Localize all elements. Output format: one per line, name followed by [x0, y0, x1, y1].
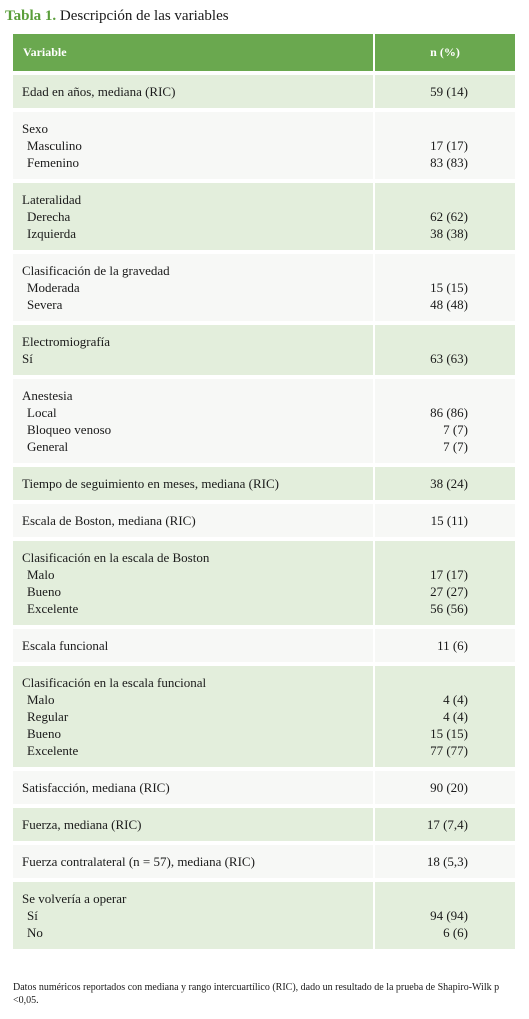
variable-cell — [13, 252, 374, 323]
variable-cell — [13, 539, 374, 627]
table-row — [13, 539, 515, 627]
variable-value — [375, 387, 468, 404]
variable-label: Derecha — [27, 209, 71, 224]
variable-value: 15 (15) — [430, 280, 468, 295]
variable-cell — [13, 465, 374, 502]
variable-value — [375, 333, 468, 350]
variable-label: Femenino — [27, 155, 79, 170]
variable-value: 62 (62) — [430, 209, 468, 224]
variable-label: Malo — [27, 692, 55, 707]
variable-label: Clasificación en la escala de Boston — [22, 550, 210, 565]
variable-value: 18 (5,3) — [426, 854, 468, 869]
variable-label: Bloqueo venoso — [27, 422, 112, 437]
variable-label: Anestesia — [22, 388, 73, 403]
value-cell — [374, 843, 515, 880]
variable-label: Excelente — [27, 743, 79, 758]
variable-label: Escala de Boston, mediana (RIC) — [22, 513, 196, 528]
variable-cell — [13, 110, 374, 181]
variable-label: Tiempo de seguimiento en meses, mediana (RIC) — [22, 476, 279, 491]
variable-cell — [13, 377, 374, 465]
header-variable: Variable — [13, 34, 374, 73]
variable-label: Bueno — [27, 726, 61, 741]
variable-label: Escala funcional — [22, 638, 109, 653]
value-cell — [374, 627, 515, 664]
table-body — [13, 73, 515, 951]
table-row — [13, 627, 515, 664]
variable-label: Clasificación en la escala funcional — [22, 675, 207, 690]
header-n-percent: n (%) — [374, 34, 515, 73]
table-row — [13, 880, 515, 951]
variable-label: Malo — [27, 567, 55, 582]
variable-value: 7 (7) — [443, 422, 468, 437]
variable-cell — [13, 880, 374, 951]
variable-label: Izquierda — [27, 226, 77, 241]
variable-label: Edad en años, mediana (RIC) — [22, 84, 176, 99]
variable-label: Excelente — [27, 601, 79, 616]
variable-label: Sexo — [22, 121, 48, 136]
variable-cell — [13, 181, 374, 252]
variable-label: Electromiografía — [22, 334, 111, 349]
variable-label: No — [27, 925, 43, 940]
variable-cell — [13, 806, 374, 843]
variable-label: Bueno — [27, 584, 61, 599]
variable-cell — [13, 502, 374, 539]
table-row — [13, 769, 515, 806]
variable-value — [375, 120, 468, 137]
table-header-row — [13, 34, 515, 73]
variable-value — [375, 191, 468, 208]
variable-label: Fuerza, mediana (RIC) — [22, 817, 142, 832]
table-caption — [5, 6, 229, 26]
variable-value: 4 (4) — [443, 709, 468, 724]
value-cell — [374, 502, 515, 539]
table-row — [13, 181, 515, 252]
variable-label: Satisfacción, mediana (RIC) — [22, 780, 170, 795]
variable-label: Clasificación de la gravedad — [22, 263, 170, 278]
variable-value: 17 (17) — [430, 138, 468, 153]
variable-label: Sí — [27, 908, 38, 923]
table-row — [13, 73, 515, 110]
variable-cell — [13, 627, 374, 664]
variable-value — [375, 262, 468, 279]
value-cell — [374, 465, 515, 502]
variable-cell — [13, 843, 374, 880]
variable-value: 59 (14) — [430, 84, 468, 99]
value-cell — [374, 110, 515, 181]
value-cell — [374, 181, 515, 252]
variable-label: Masculino — [27, 138, 82, 153]
variable-value: 83 (83) — [430, 155, 468, 170]
variable-cell — [13, 323, 374, 377]
table-row — [13, 664, 515, 769]
variable-label: Regular — [27, 709, 69, 724]
variable-label: Fuerza contralateral (n = 57), mediana (RIC) — [22, 854, 255, 869]
variable-value: 77 (77) — [430, 743, 468, 758]
variable-value: 4 (4) — [443, 692, 468, 707]
variable-value: 7 (7) — [443, 439, 468, 454]
variable-value: 38 (24) — [430, 476, 468, 491]
table-row — [13, 465, 515, 502]
variable-value: 48 (48) — [430, 297, 468, 312]
value-cell — [374, 323, 515, 377]
variable-value: 27 (27) — [430, 584, 468, 599]
variables-table — [13, 34, 515, 953]
value-cell — [374, 252, 515, 323]
variable-value: 38 (38) — [430, 226, 468, 241]
table-title: Descripción de las variables — [59, 8, 229, 24]
value-cell — [374, 769, 515, 806]
variable-value — [375, 549, 468, 566]
value-cell — [374, 73, 515, 110]
value-cell — [374, 377, 515, 465]
variable-value: 86 (86) — [430, 405, 468, 420]
table-footnote: Datos numéricos reportados con mediana y rango intercuartílico (RIC), dado un resultado de la prueba de Shapiro-Wilk p <0,05. — [13, 982, 500, 1006]
variable-value — [375, 674, 468, 691]
variable-value: 63 (63) — [430, 351, 468, 366]
variable-value: 15 (11) — [430, 513, 468, 528]
variable-label: Local — [27, 405, 57, 420]
table-row — [13, 377, 515, 465]
variable-cell — [13, 664, 374, 769]
variable-cell — [13, 769, 374, 806]
variable-label: Moderada — [27, 280, 80, 295]
table-row — [13, 323, 515, 377]
table-row — [13, 110, 515, 181]
table-number: Tabla 1. — [5, 8, 57, 24]
variable-cell — [13, 73, 374, 110]
variable-value: 17 (7,4) — [426, 817, 468, 832]
value-cell — [374, 664, 515, 769]
table-row — [13, 502, 515, 539]
variable-value — [375, 890, 468, 907]
value-cell — [374, 806, 515, 843]
variable-value: 56 (56) — [430, 601, 468, 616]
variable-value: 94 (94) — [430, 908, 468, 923]
value-cell — [374, 880, 515, 951]
variable-label: Sí — [22, 351, 33, 366]
value-cell — [374, 539, 515, 627]
variable-label: Severa — [27, 297, 63, 312]
variable-label: Se volvería a operar — [22, 891, 127, 906]
variable-value: 11 (6) — [437, 638, 468, 653]
table-row — [13, 252, 515, 323]
table-row — [13, 843, 515, 880]
variable-label: General — [27, 439, 69, 454]
variable-value: 6 (6) — [443, 925, 468, 940]
variable-value: 15 (15) — [430, 726, 468, 741]
table-row — [13, 806, 515, 843]
variable-value: 90 (20) — [430, 780, 468, 795]
variable-label: Lateralidad — [22, 192, 82, 207]
variable-value: 17 (17) — [430, 567, 468, 582]
